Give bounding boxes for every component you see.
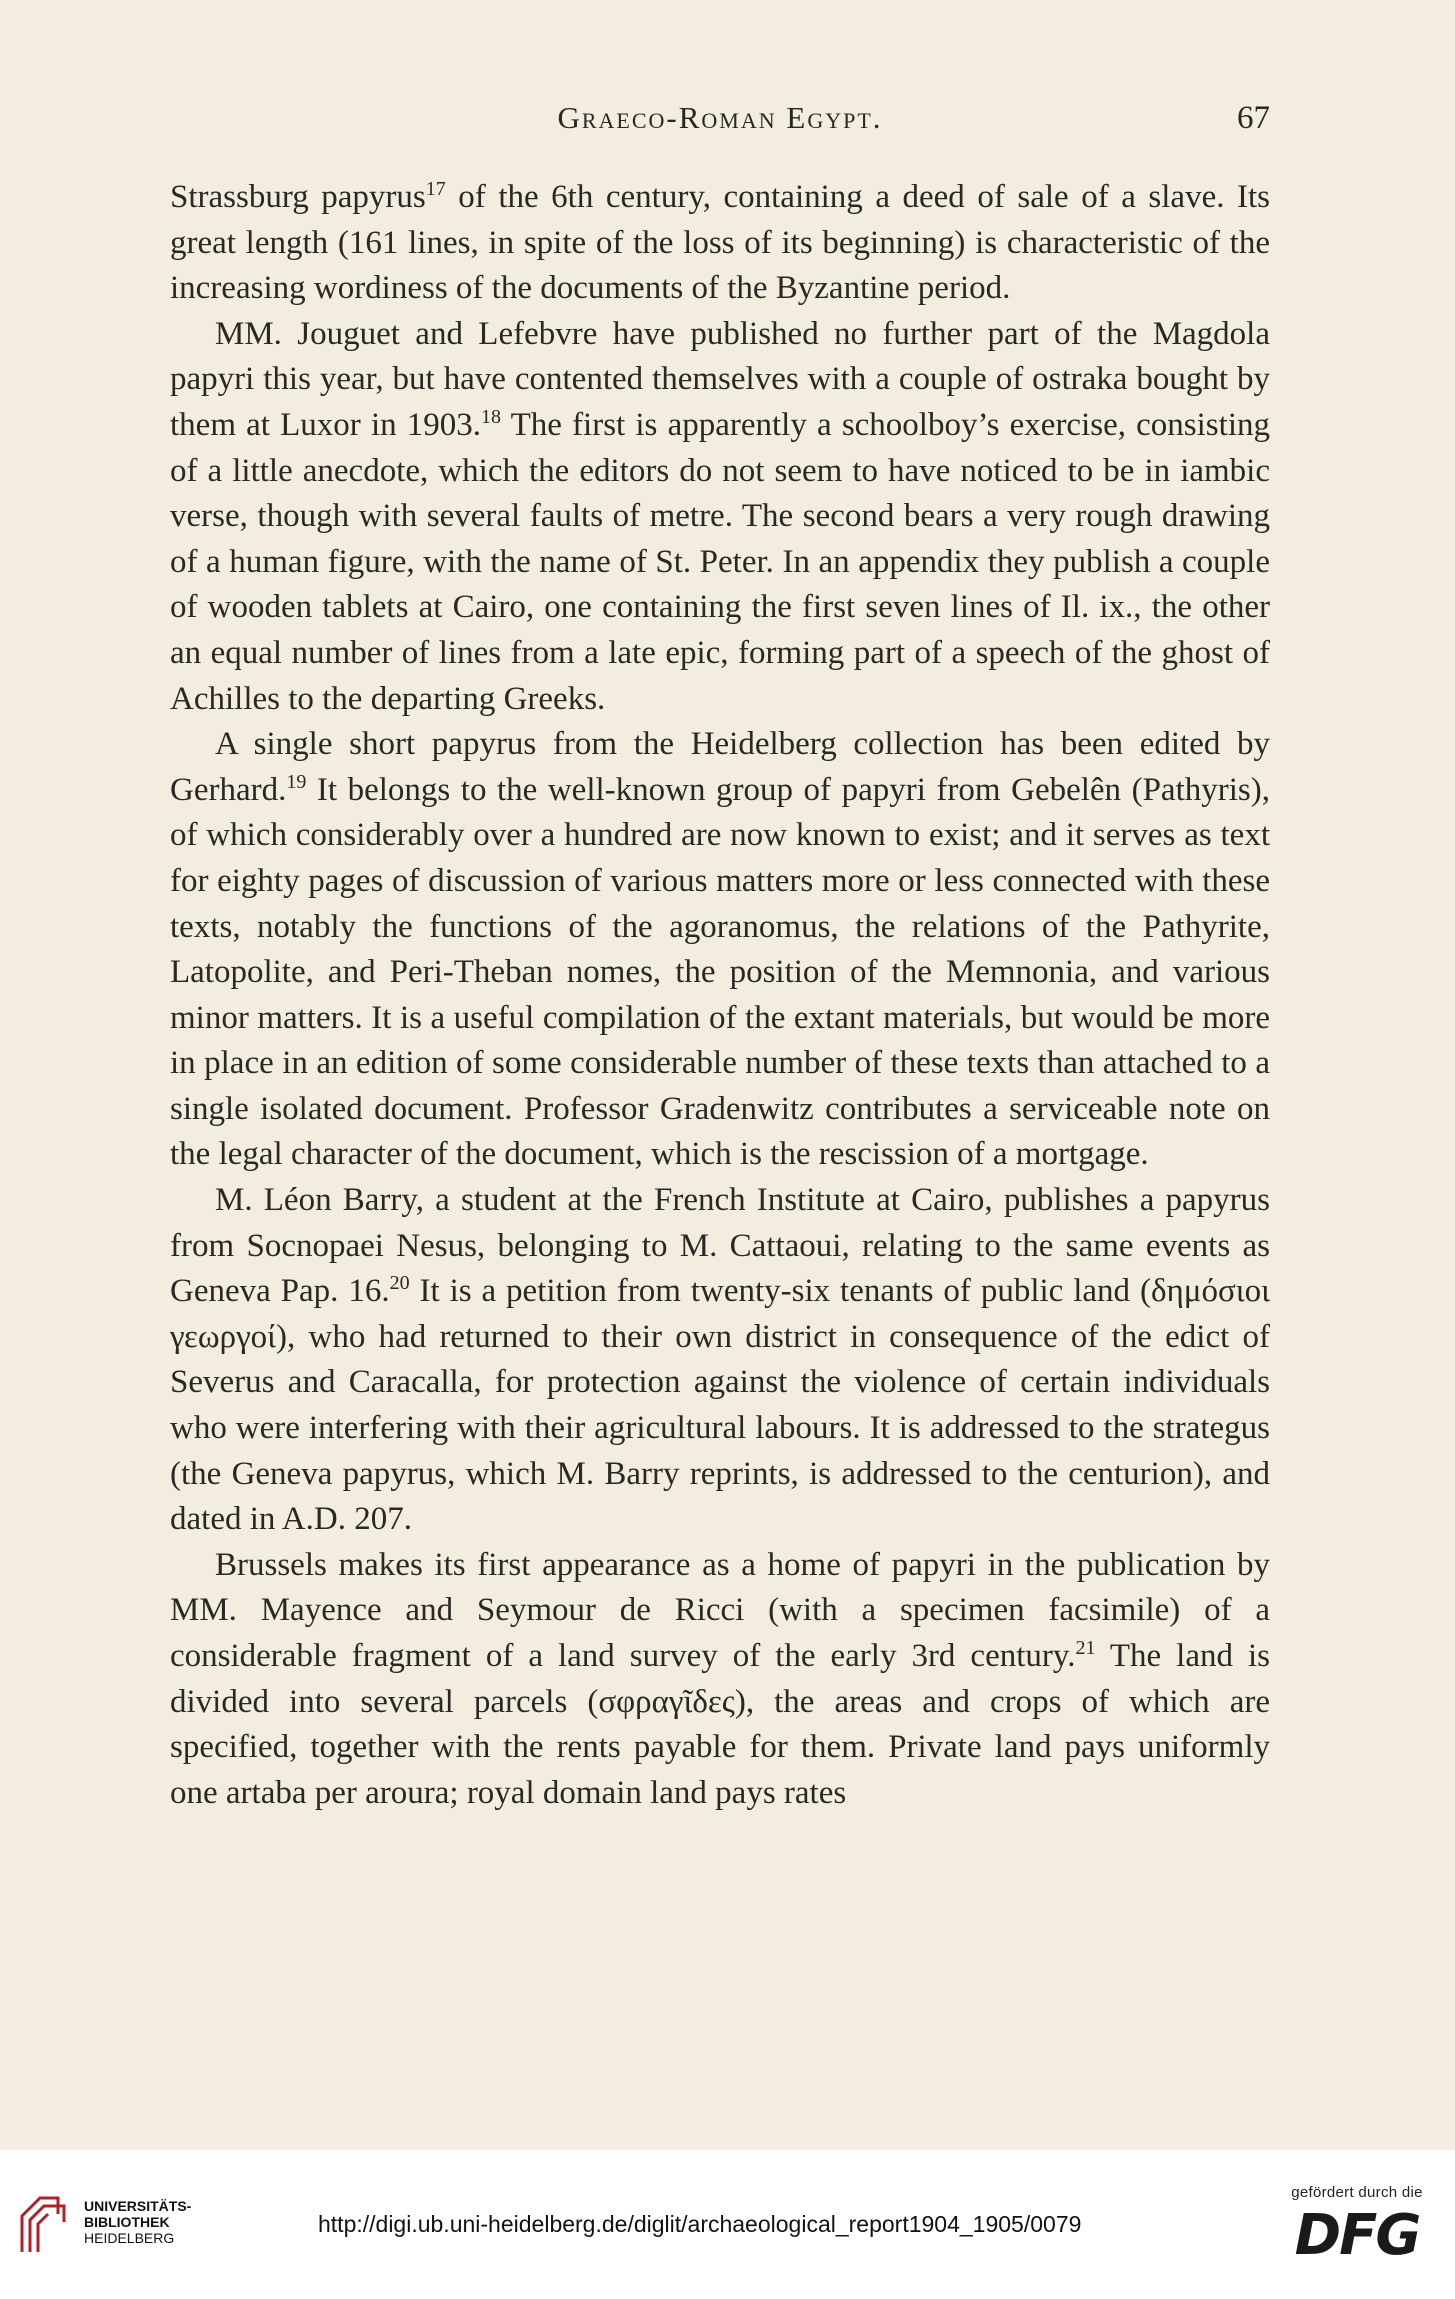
university-library-logo[interactable] bbox=[18, 2194, 218, 2274]
paragraph bbox=[170, 175, 1270, 312]
footnote-marker[interactable]: 21 bbox=[1075, 1637, 1096, 1659]
text-run: of the 6th century, containing a deed of sale of a slave. Its great length (161 lines, in spite of the loss of its beginning) is characteristic of the increasing wordiness of the documents of the Byzantine period. bbox=[170, 179, 1271, 307]
library-line: BIBLIOTHEK bbox=[84, 2214, 170, 2230]
text-run: It belongs to the well-known group of papyri from Gebelên (Pathyris), of which considerably over a hundred are now known to exist; and it serves as text for eighty pages of discussion of various matters more or less connected with these texts, notably the functions of the agoranomus, the relations of the Pathyrite, Latopolite, and Peri-Theban nomes, the position of the Memnonia, and various minor matters. It is a useful compilation of the extant materials, but would be more in place in an edition of some considerable number of these texts than attached to a single isolated document. Professor Gradenwitz contributes a serviceable note on the legal character of the document, which is the rescission of a mortgage. bbox=[170, 771, 1270, 1173]
text-run: MM. Jouguet and Lefebvre have published no further part of the Magdola papyri this year, but have contented themselves with a couple of ostraka bought by them at Luxor in 1903. bbox=[170, 315, 1270, 443]
library-emblem-icon bbox=[18, 2194, 68, 2256]
body-text bbox=[170, 175, 1270, 1816]
page-number: 67 bbox=[1237, 100, 1270, 136]
library-line: UNIVERSITÄTS- bbox=[84, 2198, 192, 2214]
footnote-marker[interactable]: 20 bbox=[389, 1272, 410, 1295]
text-run: The first is apparently a schoolboy’s exercise, consisting of a little anecdote, which the editors do not seem to have noticed to be in iambic verse, though with several faults of metre. The second bears a very rough drawing of a human figure, with the name of St. Peter. In an appendix they publish a couple of wooden tablets at Cairo, one containing the first seven lines of Il. ix., the other an equal number of lines from a late epic, forming part of a speech of the ghost of Achilles to the departing Greeks. bbox=[170, 406, 1270, 717]
footnote-marker[interactable]: 17 bbox=[425, 178, 446, 200]
footnote-marker[interactable]: 18 bbox=[481, 405, 502, 428]
text-run: A single short papyrus from the Heidelberg collection has been edited by Gerhard. bbox=[170, 726, 1270, 808]
footer-bar bbox=[0, 2150, 1455, 2299]
text-run: The land is divided into several parcels (σφραγῖδες), the areas and crops of which are specified, together with the rents payable for them. Private land pays uniformly one artaba per aroura; royal domain land pays rates bbox=[170, 1638, 1270, 1811]
paragraph bbox=[170, 1543, 1270, 1817]
text-run: It is a petition from twenty-six tenants of public land (δημόσιοι γεωργοί), who had returned to their own district in consequence of the edict of Severus and Caracalla, for protection against the violence of certain individuals who were interfering with their agricultural labours. It is addressed to the strategus (the Geneva papyrus, which M. Barry reprints, is addressed to the centurion), and dated in A.D. 207. bbox=[170, 1273, 1270, 1538]
text-run: Strassburg papyrus bbox=[170, 179, 426, 215]
page-header bbox=[170, 100, 1270, 150]
running-title: Graeco-Roman Egypt. bbox=[557, 100, 883, 135]
text-run: Brussels makes its first appearance as a home of papyri in the publication by MM. Mayence and Seymour de Ricci (with a specimen facsimile) of a considerable fragment of a land survey of the early 3rd century. bbox=[170, 1546, 1270, 1674]
text-run: M. Léon Barry, a student at the French Institute at Cairo, publishes a papyrus from Socnopaei Nesus, belonging to M. Cattaoui, relating to the same events as Geneva Pap. 16. bbox=[170, 1182, 1270, 1310]
permalink-url[interactable]: http://digi.ub.uni-heidelberg.de/diglit/archaeological_report1904_1905/0079 bbox=[318, 2211, 1082, 2237]
paragraph bbox=[170, 1178, 1270, 1543]
sponsor-caption: gefördert durch die bbox=[1291, 2184, 1423, 2201]
footnote-marker[interactable]: 19 bbox=[286, 770, 307, 793]
paragraph bbox=[170, 722, 1270, 1178]
sponsor-block[interactable] bbox=[1277, 2178, 1437, 2288]
library-name bbox=[84, 2198, 191, 2246]
library-line: HEIDELBERG bbox=[84, 2230, 175, 2246]
paragraph bbox=[170, 312, 1270, 722]
dfg-logo: DFG bbox=[1294, 2203, 1420, 2268]
